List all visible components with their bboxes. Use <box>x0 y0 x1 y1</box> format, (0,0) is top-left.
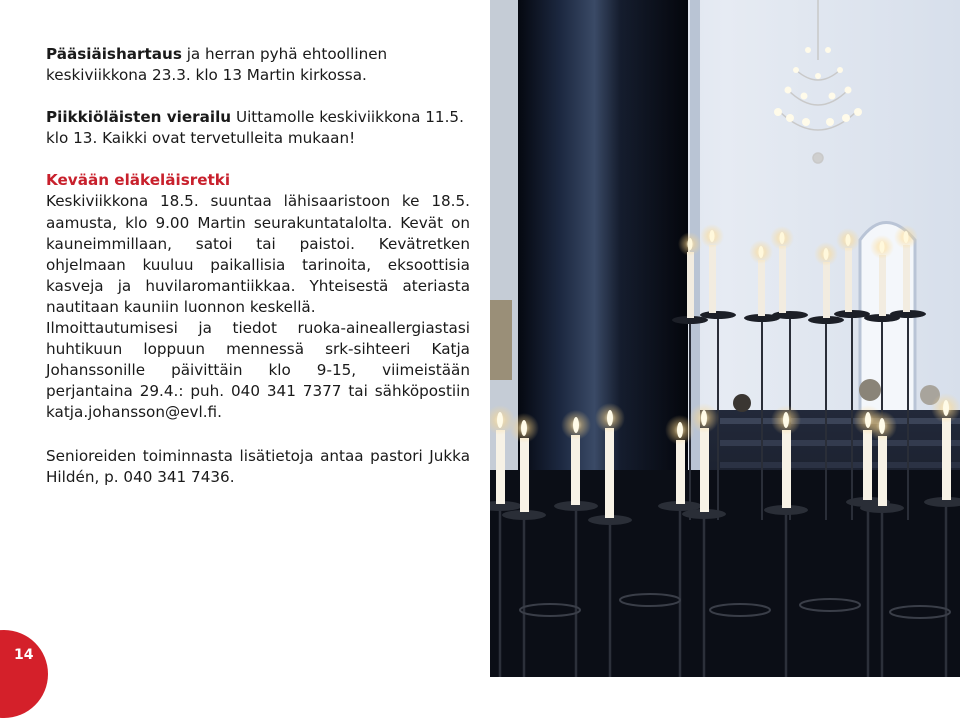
paragraph-seniors-info: Senioreiden toiminnasta lisätietoja antaa pastori Jukka Hildén, p. 040 341 7436. <box>46 446 470 486</box>
page-number-badge <box>0 630 48 718</box>
paragraph-visit: Piikkiöläisten vierailu Uittamolle keskiviikkona 11.5. klo 13. Kaikki ovat tervetulleita mukaan! <box>46 108 464 148</box>
event-title-easter: Pääsiäishartaus <box>46 45 182 63</box>
section-title-spring-trip: Kevään eläkeläisretki <box>46 171 231 190</box>
paragraph-easter-service: Pääsiäishartaus ja herran pyhä ehtoollinen keskiviikkona 23.3. klo 13 Martin kirkossa. <box>46 45 388 85</box>
paragraph-spring-trip: Keskiviikkona 18.5. suuntaa lähisaaristoon ke 18.5. aamusta, klo 9.00 Martin seurakuntatalolta. Kevät on kauneimmillaan, satoi tai paistoi. Kevätretken ohjelmaan kuuluu paikallisia tarinoita, eksoottisia kasveja ja huvilaromantiikkaa. Yhteisestä ateriasta nautitaan kauniin luonnon keskellä. <box>46 192 470 316</box>
article-text <box>46 44 470 488</box>
page-number: 14 <box>14 647 34 663</box>
paragraph-registration: Ilmoittautumisesi ja tiedot ruoka-aineallergiastasi huhtikuun loppuun mennessä srk-sihteeri Katja Johanssonille päivittäin klo 9-15, viimeistään perjantaina 29.4.: puh. 040 341 7377 tai sähköpostiin katja.johansson@evl.fi. <box>46 319 470 422</box>
event-title-visit: Piikkiöläisten vierailu <box>46 108 232 127</box>
church-candles-photo <box>490 0 960 677</box>
